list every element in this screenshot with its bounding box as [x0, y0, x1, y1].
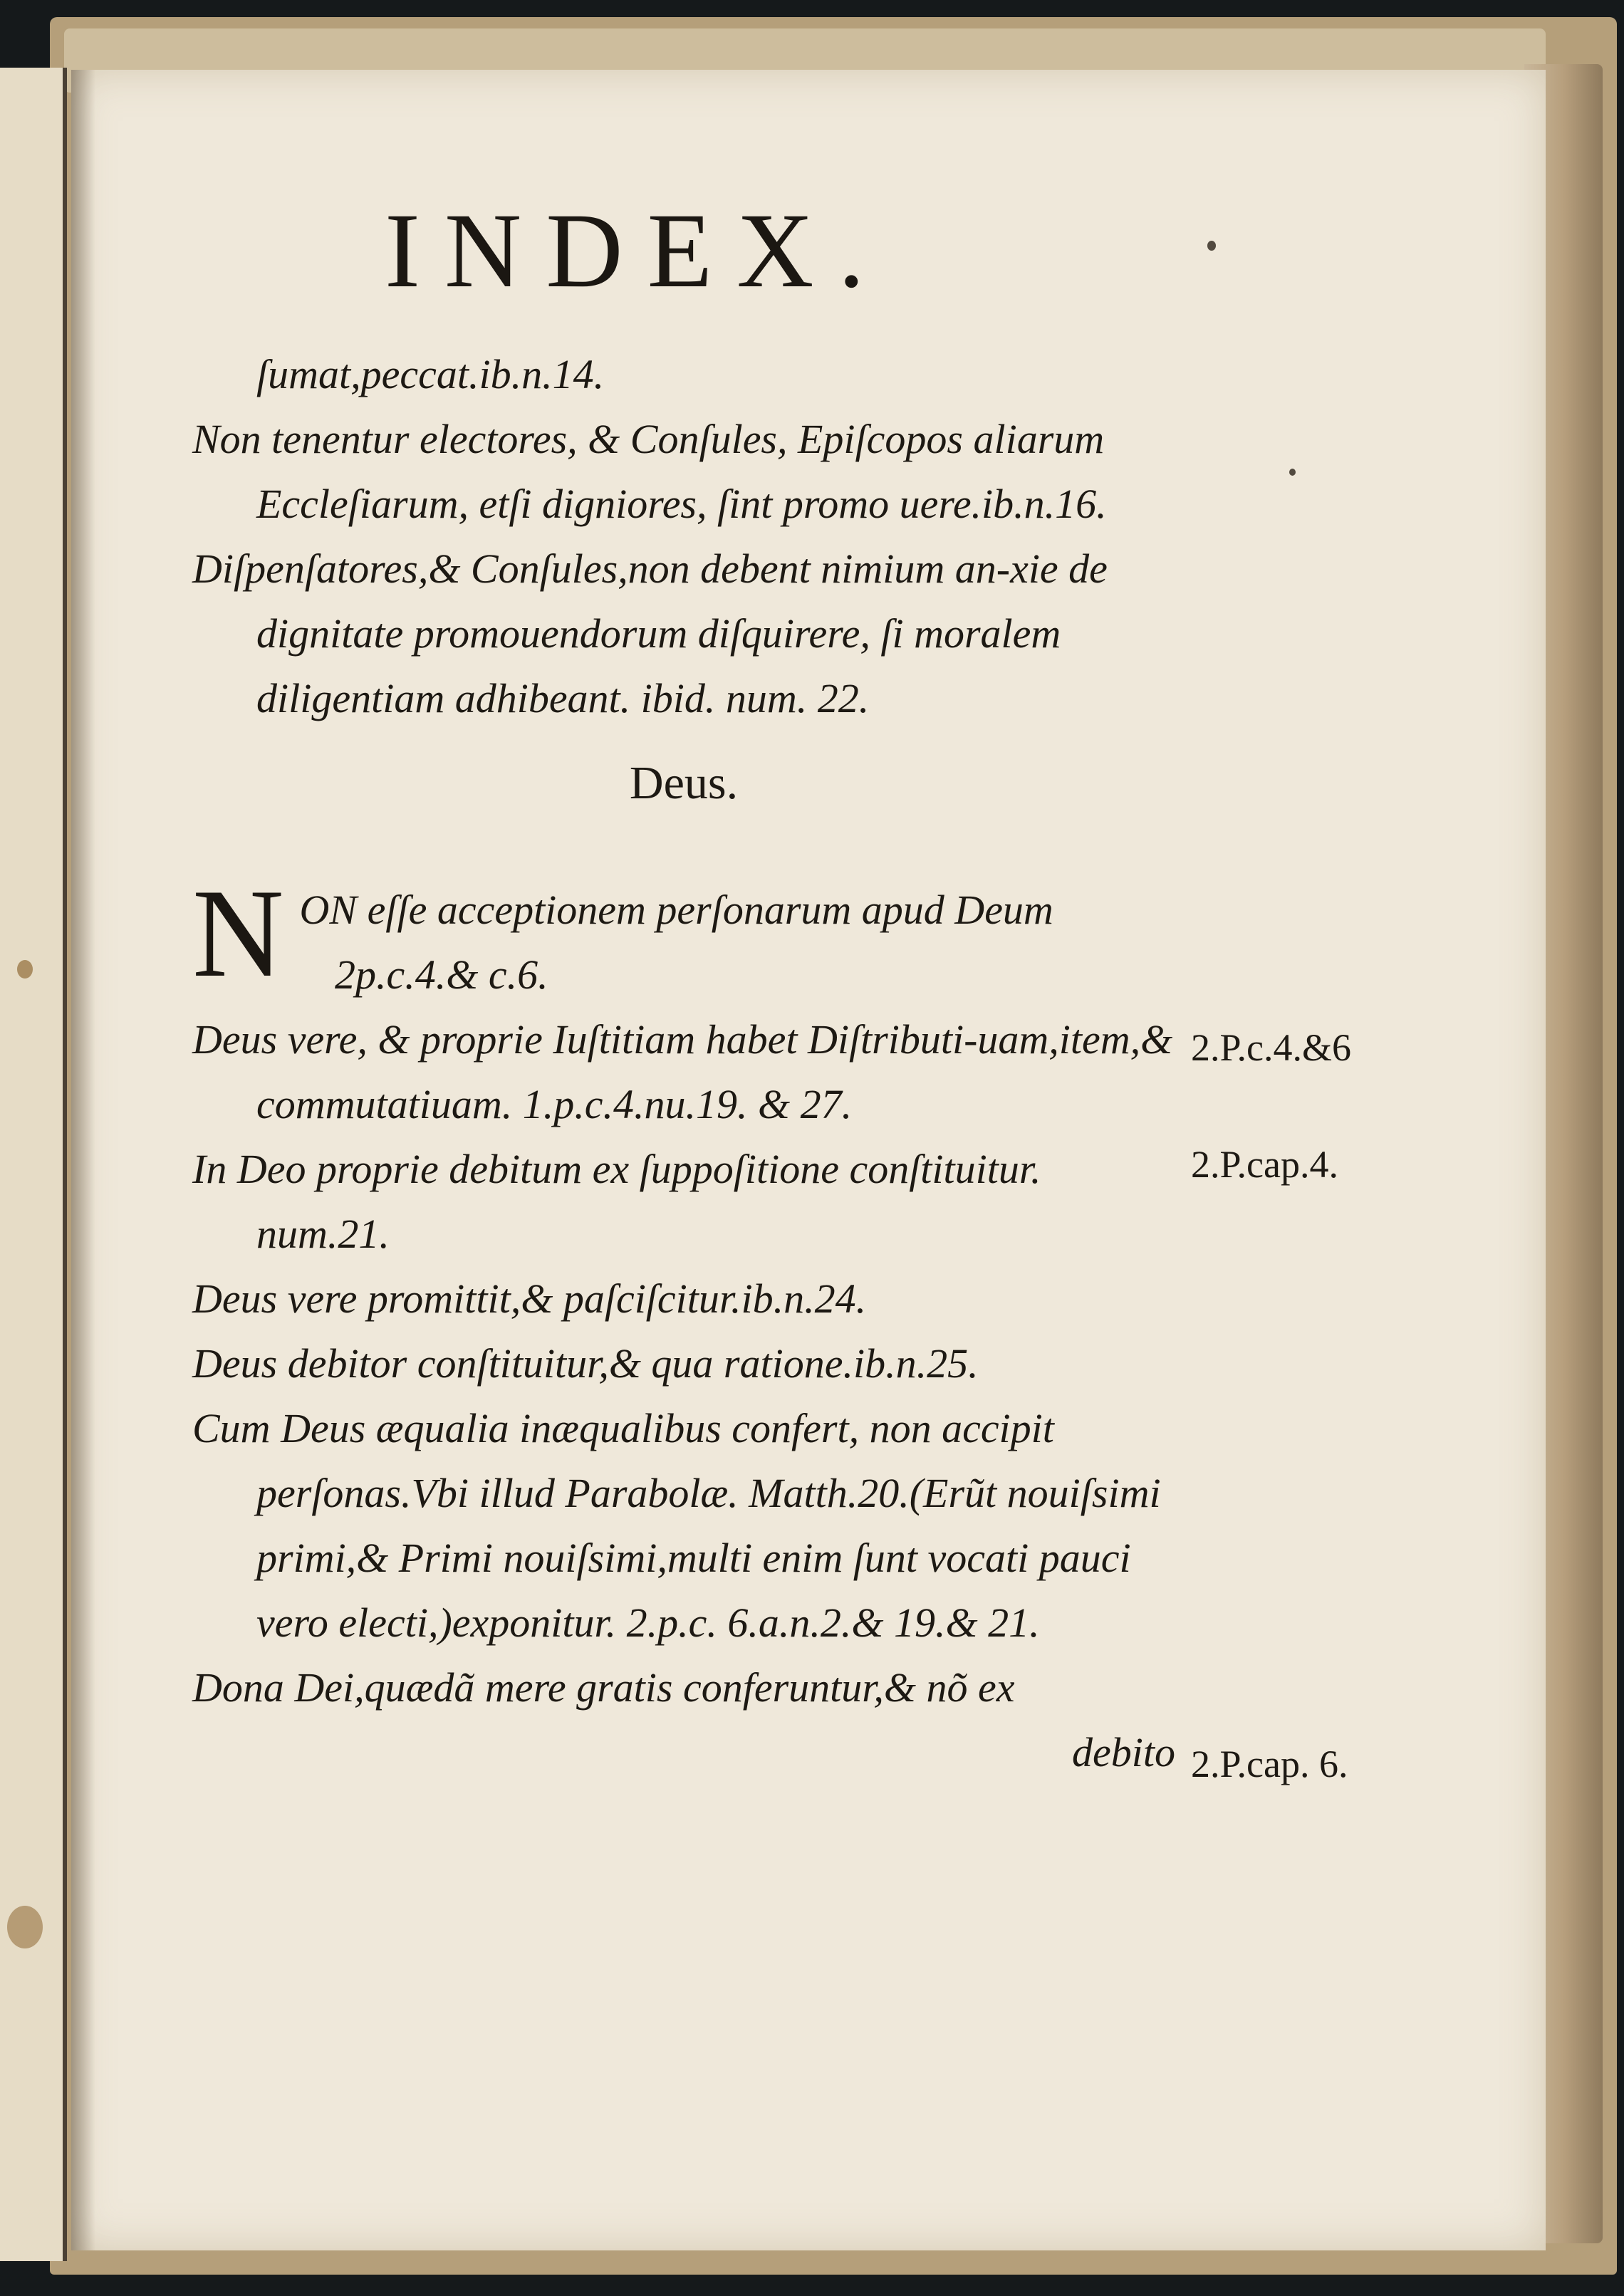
first-entry-line: 2p.c.4.& c.6. — [335, 951, 548, 998]
section-heading: Deus. — [629, 757, 739, 809]
ink-stain — [1289, 469, 1296, 476]
margin-note: 2.P.cap.4. — [1191, 1143, 1338, 1186]
index-entry: Non tenentur electores, & Conſules, Epiſcopos aliarum Eccleſiarum, etſi digniores, ſint promo uere.ib.n.16. — [192, 416, 1107, 527]
ink-stain — [7, 1906, 43, 1948]
index-body — [192, 342, 1175, 1785]
index-entry: Dona Dei,quædã mere gratis conferuntur,& nõ ex — [192, 1664, 1015, 1711]
index-entry: In Deo proprie debitum ex ſuppoſitione conſtituitur. num.21. — [192, 1146, 1041, 1257]
ink-stain — [1207, 241, 1216, 251]
index-entry: ſumat,peccat.ib.n.14. — [256, 351, 605, 397]
index-entry: Cum Deus æqualia inæqualibus confert, non accipit perſonas.Vbi illud Parabolæ. Matth.20.(Erũt nouiſsimi primi,& Primi nouiſsimi,multi enim ſunt vocati pauci vero electi,)exponitur. 2.p.c. 6.a.n.2.& 19.& 21. — [192, 1405, 1161, 1646]
margin-note: 2.P.c.4.&6 — [1191, 1026, 1352, 1069]
page-header: INDEX. — [385, 192, 890, 310]
index-entry: Deus vere promittit,& paſciſcitur.ib.n.24. — [192, 1275, 867, 1322]
index-entry: Deus debitor conſtituitur,& qua ratione.ib.n.25. — [192, 1340, 979, 1387]
index-entry-first — [192, 862, 1175, 1007]
first-entry-line: ON eſſe acceptionem perſonarum apud Deum — [299, 887, 1053, 933]
catchword: debito — [1072, 1729, 1175, 1775]
ink-stain — [17, 960, 33, 979]
margin-note: 2.P.cap. 6. — [1191, 1743, 1348, 1785]
page-gutter-shadow — [71, 70, 95, 2250]
index-entry: Deus vere, & proprie Iuſtitiam habet Diſtributi-uam,item,& commutatiuam. 1.p.c.4.nu.19. & 27. — [192, 1016, 1173, 1127]
drop-cap: N — [192, 862, 284, 1003]
index-entry: Diſpenſatores,& Conſules,non debent nimium an-xie de dignitate promouendorum diſquirere, ſi moralem diligentiam adhibeant. ibid. num. 22. — [192, 546, 1108, 721]
